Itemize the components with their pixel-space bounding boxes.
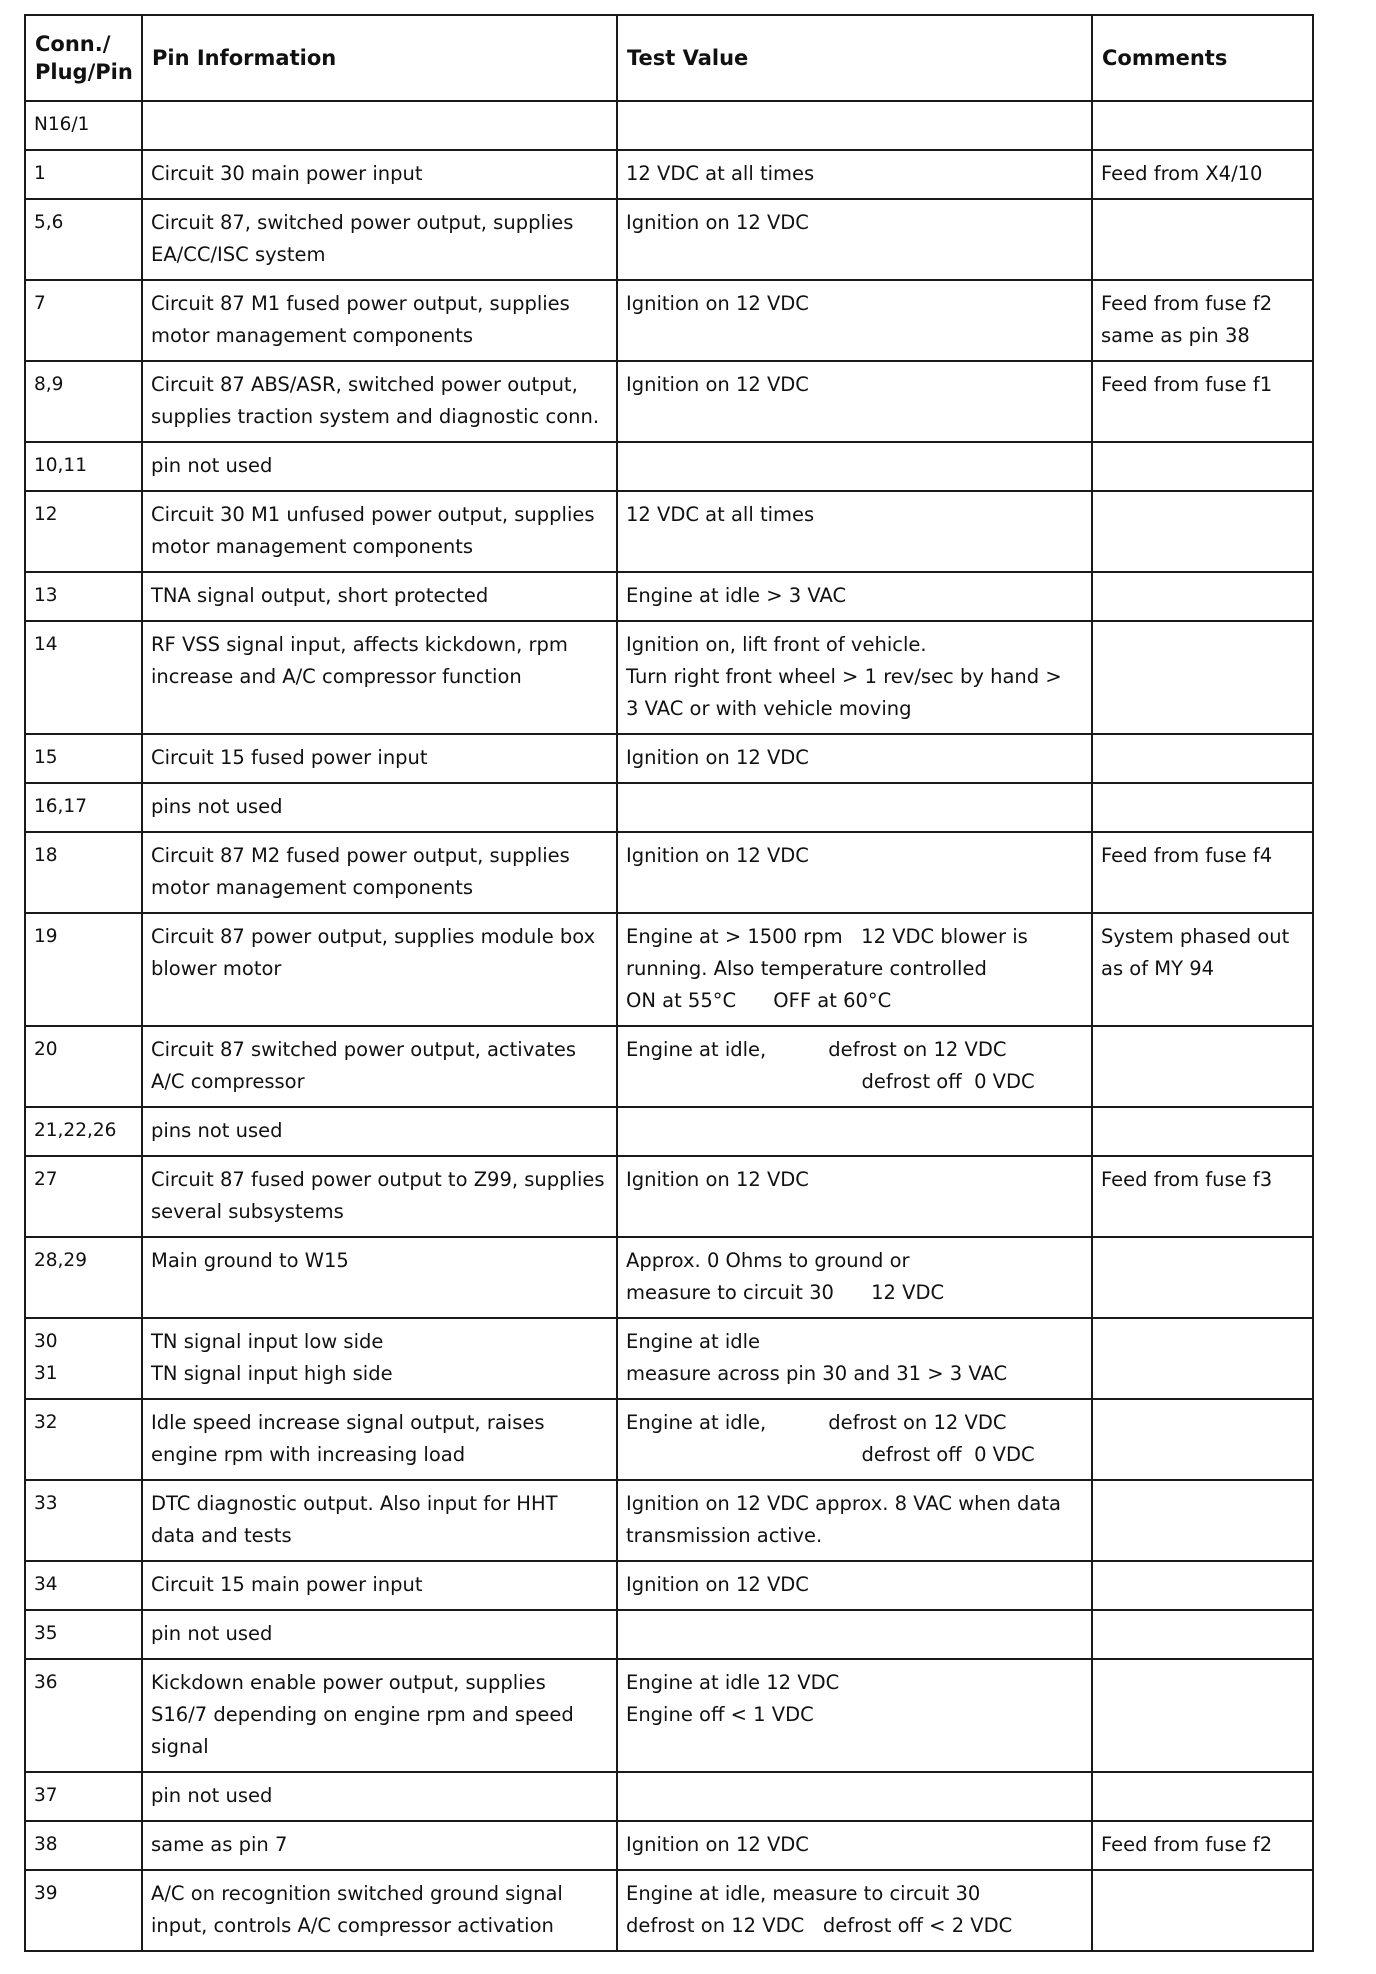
pin-line: 38 (34, 1834, 58, 1855)
table-row (25, 442, 1313, 491)
pin-cell (25, 361, 142, 442)
pin-info-line: motor management components (151, 535, 474, 558)
table-row (25, 1026, 1313, 1107)
comments-cell (1092, 783, 1313, 832)
test-value-cell (617, 491, 1092, 572)
test-value-cell (617, 442, 1092, 491)
pin-info-line: Circuit 87, switched power output, supplies (151, 211, 574, 234)
table-row (25, 734, 1313, 783)
comments-cell (1092, 280, 1313, 361)
table-row (25, 1561, 1313, 1610)
pin-info-line: pins not used (151, 795, 283, 818)
test-value-cell (617, 1318, 1092, 1399)
pin-line: 33 (34, 1493, 58, 1514)
test-value-line: Ignition on 12 VDC approx. 8 VAC when data (626, 1492, 1061, 1515)
table-row (25, 832, 1313, 913)
comments-cell (1092, 1659, 1313, 1772)
pin-info-cell (142, 1399, 617, 1480)
test-value-line: ON at 55°C OFF at 60°C (626, 989, 892, 1012)
test-value-cell (617, 1107, 1092, 1156)
pin-info-cell (142, 1107, 617, 1156)
pin-line: 14 (34, 634, 58, 655)
pin-cell (25, 1821, 142, 1870)
test-value-cell (617, 361, 1092, 442)
pin-line: 27 (34, 1169, 58, 1190)
comments-cell (1092, 1026, 1313, 1107)
header-conn-line2: Plug/Pin (35, 60, 133, 84)
pin-info-cell (142, 734, 617, 783)
pin-info-line: blower motor (151, 957, 282, 980)
pin-info-line: TN signal input low side (151, 1330, 384, 1353)
comments-cell (1092, 572, 1313, 621)
test-value-cell (617, 199, 1092, 280)
test-value-line: defrost on 12 VDC defrost off < 2 VDC (626, 1914, 1013, 1937)
pin-info-cell (142, 1480, 617, 1561)
test-value-cell (617, 1237, 1092, 1318)
pin-info-line: Kickdown enable power output, supplies (151, 1671, 546, 1694)
test-value-line: 12 VDC at all times (626, 503, 815, 526)
test-value-cell (617, 150, 1092, 199)
test-value-line: Turn right front wheel > 1 rev/sec by hand > (626, 665, 1062, 688)
pin-info-line: A/C compressor (151, 1070, 305, 1093)
pin-info-cell (142, 1156, 617, 1237)
test-value-cell (617, 783, 1092, 832)
test-value-line: Engine at idle (626, 1330, 761, 1353)
comments-line: System phased out (1101, 925, 1290, 948)
comments-cell (1092, 199, 1313, 280)
table-row (25, 491, 1313, 572)
pin-cell (25, 1480, 142, 1561)
comments-line: as of MY 94 (1101, 957, 1215, 980)
header-conn-plug-pin (25, 15, 142, 101)
table-row (25, 572, 1313, 621)
comments-cell (1092, 150, 1313, 199)
comments-line: Feed from fuse f2 (1101, 1833, 1273, 1856)
table-header-row (25, 15, 1313, 101)
pin-cell (25, 832, 142, 913)
pin-info-line: Circuit 30 main power input (151, 162, 423, 185)
comments-cell (1092, 1821, 1313, 1870)
pin-info-line: engine rpm with increasing load (151, 1443, 466, 1466)
test-value-cell (617, 734, 1092, 783)
pin-info-cell (142, 1659, 617, 1772)
test-value-cell (617, 1399, 1092, 1480)
table-row (25, 1772, 1313, 1821)
pin-cell (25, 913, 142, 1026)
comments-cell (1092, 1107, 1313, 1156)
test-value-line: Approx. 0 Ohms to ground or (626, 1249, 910, 1272)
pin-cell (25, 280, 142, 361)
pin-cell (25, 1156, 142, 1237)
comments-cell (1092, 491, 1313, 572)
pin-info-cell (142, 913, 617, 1026)
pin-info-line: Circuit 15 main power input (151, 1573, 423, 1596)
pin-cell (25, 1610, 142, 1659)
test-value-line: transmission active. (626, 1524, 823, 1547)
pin-info-cell (142, 572, 617, 621)
pin-line: 28,29 (34, 1250, 87, 1271)
table-row (25, 1821, 1313, 1870)
pin-info-cell (142, 832, 617, 913)
table-row (25, 361, 1313, 442)
pin-line: 31 (34, 1363, 58, 1384)
comments-line: same as pin 38 (1101, 324, 1250, 347)
comments-cell (1092, 913, 1313, 1026)
test-value-line: Engine at idle, measure to circuit 30 (626, 1882, 981, 1905)
test-value-line: Ignition on 12 VDC (626, 292, 809, 315)
pin-cell (25, 199, 142, 280)
pin-information-table (24, 14, 1314, 1952)
pin-info-line: pin not used (151, 1784, 273, 1807)
test-value-cell (617, 1610, 1092, 1659)
pin-info-line: Circuit 87 M1 fused power output, supplies (151, 292, 570, 315)
header-test-value: Test Value (617, 15, 1092, 101)
pin-cell (25, 1107, 142, 1156)
pin-info-cell (142, 150, 617, 199)
comments-cell (1092, 1399, 1313, 1480)
pin-info-line: S16/7 depending on engine rpm and speed (151, 1703, 574, 1726)
pin-info-line: DTC diagnostic output. Also input for HHT (151, 1492, 558, 1515)
pin-line: 7 (34, 293, 46, 314)
pin-info-line: increase and A/C compressor function (151, 665, 522, 688)
pin-info-line: Circuit 87 switched power output, activates (151, 1038, 577, 1061)
test-value-cell (617, 1561, 1092, 1610)
test-value-line: Engine at > 1500 rpm 12 VDC blower is (626, 925, 1028, 948)
test-value-line: Ignition on, lift front of vehicle. (626, 633, 927, 656)
section-empty-cell (617, 101, 1092, 150)
test-value-line: Ignition on 12 VDC (626, 1168, 809, 1191)
comments-cell (1092, 1610, 1313, 1659)
pin-cell (25, 1561, 142, 1610)
pin-line: 35 (34, 1623, 58, 1644)
pin-info-cell (142, 1026, 617, 1107)
pin-info-line: input, controls A/C compressor activation (151, 1914, 554, 1937)
pin-info-line: TNA signal output, short protected (151, 584, 489, 607)
section-label: N16/1 (25, 101, 142, 150)
pin-info-line: same as pin 7 (151, 1833, 288, 1856)
comments-cell (1092, 734, 1313, 783)
pin-info-line: Circuit 15 fused power input (151, 746, 428, 769)
pin-cell (25, 491, 142, 572)
test-value-line: Ignition on 12 VDC (626, 1833, 809, 1856)
pin-info-line: pins not used (151, 1119, 283, 1142)
test-value-line: measure to circuit 30 12 VDC (626, 1281, 945, 1304)
pin-info-cell (142, 361, 617, 442)
table-row (25, 280, 1313, 361)
table-row (25, 913, 1313, 1026)
comments-line: Feed from fuse f3 (1101, 1168, 1273, 1191)
pin-cell (25, 442, 142, 491)
pin-info-cell (142, 1870, 617, 1951)
test-value-line: Ignition on 12 VDC (626, 746, 809, 769)
pin-cell (25, 783, 142, 832)
test-value-line: measure across pin 30 and 31 > 3 VAC (626, 1362, 1008, 1385)
pin-info-cell (142, 783, 617, 832)
pin-info-line: RF VSS signal input, affects kickdown, rpm (151, 633, 568, 656)
test-value-line: Engine off < 1 VDC (626, 1703, 814, 1726)
pin-cell (25, 621, 142, 734)
pin-cell (25, 1237, 142, 1318)
pin-info-line: Circuit 87 M2 fused power output, supplies (151, 844, 570, 867)
test-value-line: Ignition on 12 VDC (626, 1573, 809, 1596)
pin-line: 1 (34, 163, 46, 184)
test-value-line: Ignition on 12 VDC (626, 211, 809, 234)
test-value-line: defrost off 0 VDC (626, 1443, 1035, 1466)
test-value-line: Engine at idle, defrost on 12 VDC (626, 1038, 1007, 1061)
section-empty-cell (1092, 101, 1313, 150)
header-comments: Comments (1092, 15, 1313, 101)
pin-info-cell (142, 621, 617, 734)
test-value-cell (617, 1480, 1092, 1561)
comments-cell (1092, 621, 1313, 734)
test-value-line: defrost off 0 VDC (626, 1070, 1035, 1093)
pin-info-cell (142, 1772, 617, 1821)
pin-info-cell (142, 442, 617, 491)
pin-line: 18 (34, 845, 58, 866)
test-value-cell (617, 280, 1092, 361)
test-value-line: 12 VDC at all times (626, 162, 815, 185)
pin-info-cell (142, 1610, 617, 1659)
test-value-line: Ignition on 12 VDC (626, 373, 809, 396)
table-row (25, 1480, 1313, 1561)
table-row (25, 1107, 1313, 1156)
test-value-line: Engine at idle > 3 VAC (626, 584, 847, 607)
pin-info-line: Idle speed increase signal output, raises (151, 1411, 545, 1434)
comments-cell (1092, 1318, 1313, 1399)
test-value-line: Engine at idle, defrost on 12 VDC (626, 1411, 1007, 1434)
pin-info-cell (142, 491, 617, 572)
pin-info-cell (142, 280, 617, 361)
comments-cell (1092, 442, 1313, 491)
comments-line: Feed from fuse f1 (1101, 373, 1273, 396)
test-value-cell (617, 1821, 1092, 1870)
test-value-line: 3 VAC or with vehicle moving (626, 697, 912, 720)
table-row (25, 199, 1313, 280)
table-row (25, 1318, 1313, 1399)
table-row (25, 150, 1313, 199)
pin-line: 13 (34, 585, 58, 606)
pin-info-line: Circuit 30 M1 unfused power output, supplies (151, 503, 595, 526)
pin-cell (25, 734, 142, 783)
pin-cell (25, 1026, 142, 1107)
pin-info-line: data and tests (151, 1524, 292, 1547)
test-value-cell (617, 913, 1092, 1026)
table-row (25, 621, 1313, 734)
pin-line: 19 (34, 926, 58, 947)
comments-cell (1092, 1237, 1313, 1318)
pin-info-cell (142, 199, 617, 280)
test-value-cell (617, 832, 1092, 913)
table-row (25, 1610, 1313, 1659)
table-row (25, 1659, 1313, 1772)
pin-info-line: pin not used (151, 1622, 273, 1645)
comments-cell (1092, 1870, 1313, 1951)
table-row (25, 1156, 1313, 1237)
pin-cell (25, 572, 142, 621)
pin-line: 12 (34, 504, 58, 525)
pin-cell (25, 1659, 142, 1772)
comments-cell (1092, 1156, 1313, 1237)
test-value-line: running. Also temperature controlled (626, 957, 987, 980)
pin-info-line: supplies traction system and diagnostic conn. (151, 405, 600, 428)
pin-info-cell (142, 1821, 617, 1870)
pin-line: 10,11 (34, 455, 87, 476)
section-row (25, 101, 1313, 150)
comments-cell (1092, 1561, 1313, 1610)
pin-info-line: motor management components (151, 324, 474, 347)
test-value-cell (617, 1026, 1092, 1107)
pin-line: 30 (34, 1331, 58, 1352)
test-value-line: Engine at idle 12 VDC (626, 1671, 840, 1694)
pin-info-line: signal (151, 1735, 209, 1758)
comments-line: Feed from fuse f2 (1101, 292, 1273, 315)
pin-line: 36 (34, 1672, 58, 1693)
test-value-cell (617, 1772, 1092, 1821)
pin-cell (25, 1772, 142, 1821)
pin-line: 34 (34, 1574, 58, 1595)
table-row (25, 1870, 1313, 1951)
comments-line: Feed from fuse f4 (1101, 844, 1273, 867)
test-value-cell (617, 1659, 1092, 1772)
pin-info-line: pin not used (151, 454, 273, 477)
pin-info-cell (142, 1237, 617, 1318)
comments-cell (1092, 1772, 1313, 1821)
test-value-cell (617, 572, 1092, 621)
comments-cell (1092, 1480, 1313, 1561)
pin-line: 16,17 (34, 796, 87, 817)
pin-cell (25, 150, 142, 199)
comments-cell (1092, 361, 1313, 442)
pin-info-cell (142, 1318, 617, 1399)
test-value-cell (617, 1156, 1092, 1237)
pin-cell (25, 1399, 142, 1480)
pin-line: 32 (34, 1412, 58, 1433)
pin-line: 20 (34, 1039, 58, 1060)
pin-info-line: Circuit 87 fused power output to Z99, supplies (151, 1168, 605, 1191)
pin-line: 5,6 (34, 212, 64, 233)
test-value-cell (617, 621, 1092, 734)
pin-cell (25, 1870, 142, 1951)
header-pin-information: Pin Information (142, 15, 617, 101)
table-row (25, 1237, 1313, 1318)
table-row (25, 783, 1313, 832)
pin-info-line: Circuit 87 ABS/ASR, switched power output, (151, 373, 578, 396)
pin-cell (25, 1318, 142, 1399)
comments-cell (1092, 832, 1313, 913)
pin-info-line: several subsystems (151, 1200, 344, 1223)
pin-info-line: Main ground to W15 (151, 1249, 349, 1272)
header-conn-line1: Conn./ (35, 32, 111, 56)
pin-info-line: Circuit 87 power output, supplies module box (151, 925, 596, 948)
table-row (25, 1399, 1313, 1480)
pin-info-line: motor management components (151, 876, 474, 899)
pin-line: 37 (34, 1785, 58, 1806)
pin-info-line: A/C on recognition switched ground signal (151, 1882, 563, 1905)
pin-line: 39 (34, 1883, 58, 1904)
pin-info-line: EA/CC/ISC system (151, 243, 326, 266)
pin-line: 21,22,26 (34, 1120, 117, 1141)
test-value-cell (617, 1870, 1092, 1951)
pin-line: 8,9 (34, 374, 64, 395)
pin-info-cell (142, 1561, 617, 1610)
pin-table-page (24, 14, 1312, 1952)
section-empty-cell (142, 101, 617, 150)
comments-line: Feed from X4/10 (1101, 162, 1263, 185)
test-value-line: Ignition on 12 VDC (626, 844, 809, 867)
pin-line: 15 (34, 747, 58, 768)
pin-info-line: TN signal input high side (151, 1362, 393, 1385)
